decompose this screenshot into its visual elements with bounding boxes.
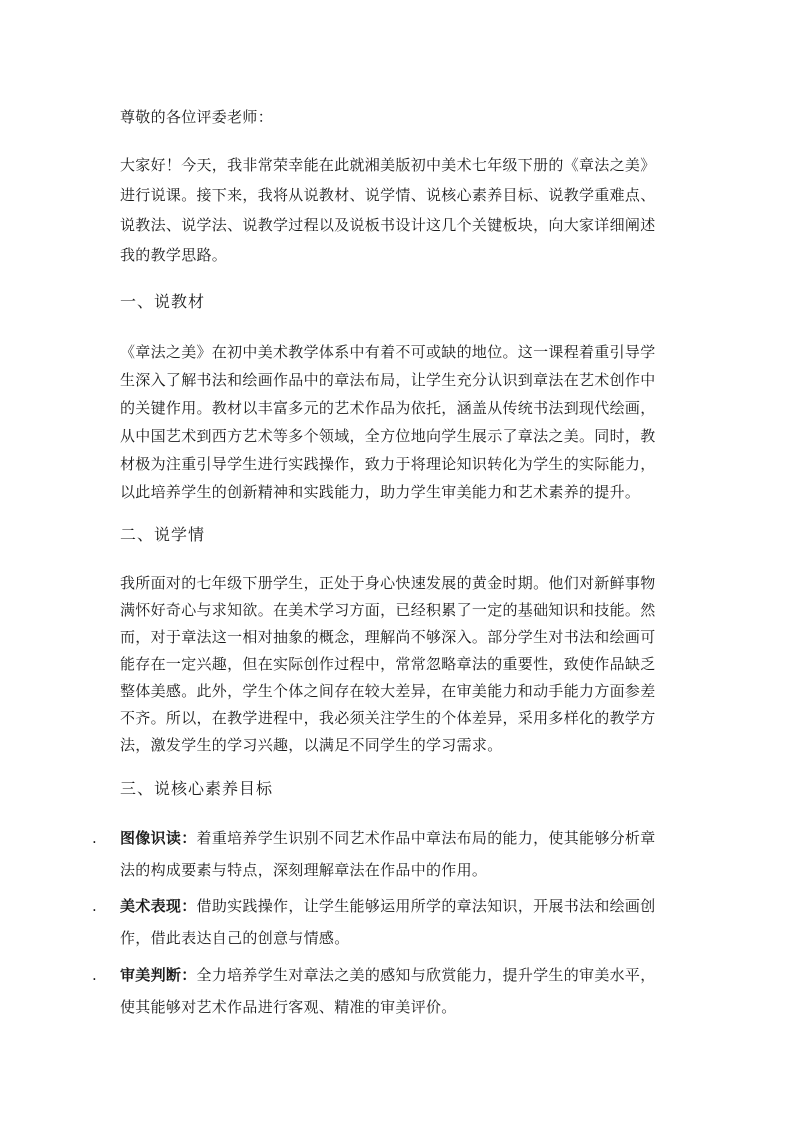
section-body-textbook: 《章法之美》在初中美术教学体系中有着不可或缺的地位。这一课程着重引导学生深入了解书法和绘画作品中的章法布局，让学生充分认识到章法在艺术创作中的关键作用。教材以丰富多元的艺术作品为依托，涵盖从传统书法到现代绘画，从中国艺术到西方艺术等多个领域，全方位地向学生展示了章法之美。同时，教材极为注重引导学生进行实践操作，致力于将理论知识转化为学生的实际能力，以此培养学生的创新精神和实践能力，助力学生审美能力和艺术素养的提升。: [120, 343, 656, 501]
goal-item-art-expression: [120, 890, 660, 954]
goal-text: 借助实践操作，让学生能够运用所学的章法知识，开展书法和绘画创作，借此表达自己的创意与情感。: [120, 897, 656, 947]
goal-term: 美术表现：: [120, 897, 197, 915]
list-bullet: .: [92, 966, 97, 984]
section-heading-core-goals: 三、说核心素养目标: [120, 779, 274, 798]
goal-item-aesthetic-judgment: [120, 959, 660, 1023]
salutation: 尊敬的各位评委老师：: [120, 108, 274, 126]
goal-text: 全力培养学生对章法之美的感知与欣赏能力，提升学生的审美水平，使其能够对艺术作品进行客观、精准的审美评价。: [120, 966, 656, 1016]
section-body-students: 我所面对的七年级下册学生，正处于身心快速发展的黄金时期。他们对新鲜事物满怀好奇心与求知欲。在美术学习方面，已经积累了一定的基础知识和技能。然而，对于章法这一相对抽象的概念，理解尚不够深入。部分学生对书法和绘画可能存在一定兴趣，但在实际创作过程中，常常忽略章法的重要性，致使作品缺乏整体美感。此外，学生个体之间存在较大差异，在审美能力和动手能力方面参差不齐。所以，在教学进程中，我必须关注学生的个体差异，采用多样化的教学方法，激发学生的学习兴趣，以满足不同学生的学习需求。: [120, 574, 656, 754]
section-heading-students: 二、说学情: [120, 525, 206, 544]
goal-term: 审美判断：: [120, 966, 197, 984]
section-heading-textbook: 一、说教材: [120, 292, 206, 311]
list-bullet: .: [92, 897, 97, 915]
goal-text: 着重培养学生识别不同艺术作品中章法布局的能力，使其能够分析章法的构成要素与特点，深刻理解章法在作品中的作用。: [120, 829, 656, 879]
intro-paragraph: 大家好！今天，我非常荣幸能在此就湘美版初中美术七年级下册的《章法之美》进行说课。接下来，我将从说教材、说学情、说核心素养目标、说教学重难点、说教法、说学法、说教学过程以及说板书设计这几个关键板块，向大家详细阐述我的教学思路。: [120, 156, 656, 264]
list-bullet: .: [92, 829, 97, 847]
goal-term: 图像识读：: [120, 829, 197, 847]
goal-item-image-reading: [120, 822, 660, 886]
